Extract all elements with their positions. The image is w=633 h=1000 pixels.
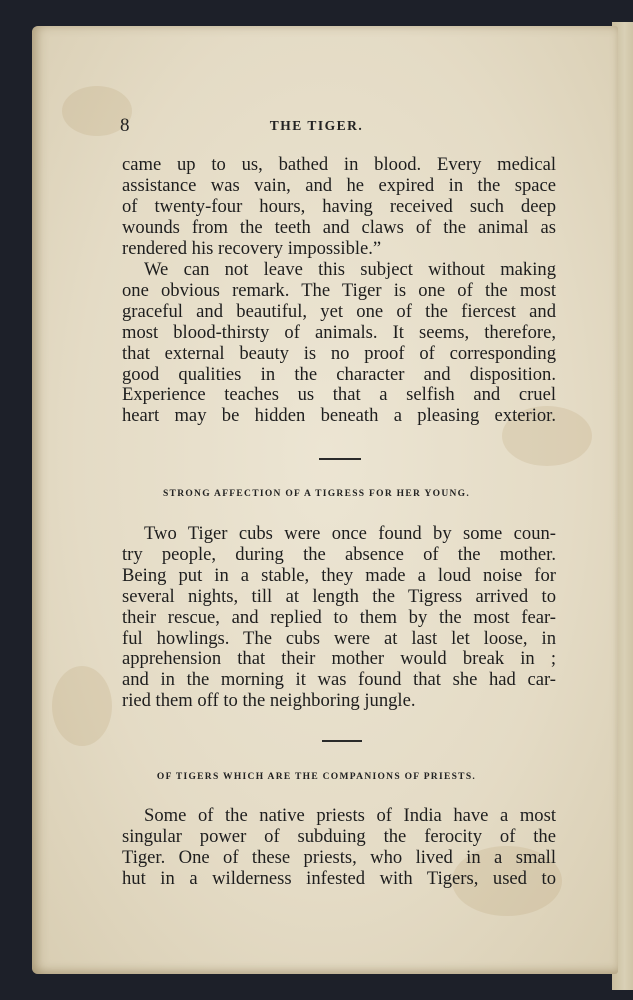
- text-line: apprehension that their mother would break in ;: [122, 648, 556, 670]
- text-line: came up to us, bathed in blood. Every medical: [122, 154, 556, 175]
- text-line: heart may be hidden beneath a pleasing exterior.: [122, 405, 556, 427]
- text-line: Some of the native priests of India have a most: [144, 805, 556, 826]
- text-line: Two Tiger cubs were once found by some coun-: [144, 523, 556, 544]
- running-title: THE TIGER.: [269, 118, 364, 133]
- text-line: ried them off to the neighboring jungle.: [122, 690, 416, 712]
- text-line: several nights, till at length the Tigress arrived to: [122, 585, 556, 607]
- paragraph-continuation: [122, 155, 556, 260]
- text-line: graceful and beautiful, yet one of the fiercest and: [122, 300, 556, 322]
- text-line: most blood-thirsty of animals. It seems, therefore,: [122, 321, 556, 343]
- text-line: We can not leave this subject without making: [144, 259, 556, 280]
- section-divider: [322, 740, 362, 742]
- text-line: Tiger. One of these priests, who lived in a small: [122, 846, 556, 868]
- paper-stain: [52, 666, 112, 746]
- text-line: hut in a wilderness infested with Tigers, used to: [122, 867, 556, 889]
- text-line: good qualities in the character and disposition.: [122, 363, 556, 385]
- text-line: wounds from the teeth and claws of the animal as: [122, 216, 556, 238]
- text-line: and in the morning it was found that she had car-: [122, 669, 556, 691]
- text-line: singular power of subduing the ferocity of the: [122, 825, 556, 847]
- text-line: one obvious remark. The Tiger is one of the most: [122, 279, 556, 301]
- text-line: try people, during the absence of the mother.: [122, 543, 556, 565]
- section-heading: OF TIGERS WHICH ARE THE COMPANIONS OF PRIESTS.: [156, 772, 477, 782]
- section-divider: [319, 458, 361, 460]
- paragraph-priests: [122, 806, 556, 890]
- running-header: [0, 115, 633, 137]
- paragraph-tigress: [122, 524, 556, 712]
- paragraph-remark: [122, 260, 556, 427]
- text-line: Being put in a stable, they made a loud noise for: [122, 564, 556, 586]
- text-line: Experience teaches us that a selfish and cruel: [122, 384, 556, 406]
- text-line: of twenty-four hours, having received such deep: [122, 195, 556, 217]
- page-number: 8: [120, 115, 130, 136]
- text-line: rendered his recovery impossible.”: [122, 237, 382, 259]
- text-line: that external beauty is no proof of corresponding: [122, 342, 556, 364]
- text-line: their rescue, and replied to them by the most fear-: [122, 606, 556, 628]
- text-line: assistance was vain, and he expired in the space: [122, 174, 556, 196]
- section-heading: STRONG AFFECTION OF A TIGRESS FOR HER YOUNG.: [162, 489, 471, 499]
- text-line: ful howlings. The cubs were at last let loose, in: [122, 627, 556, 649]
